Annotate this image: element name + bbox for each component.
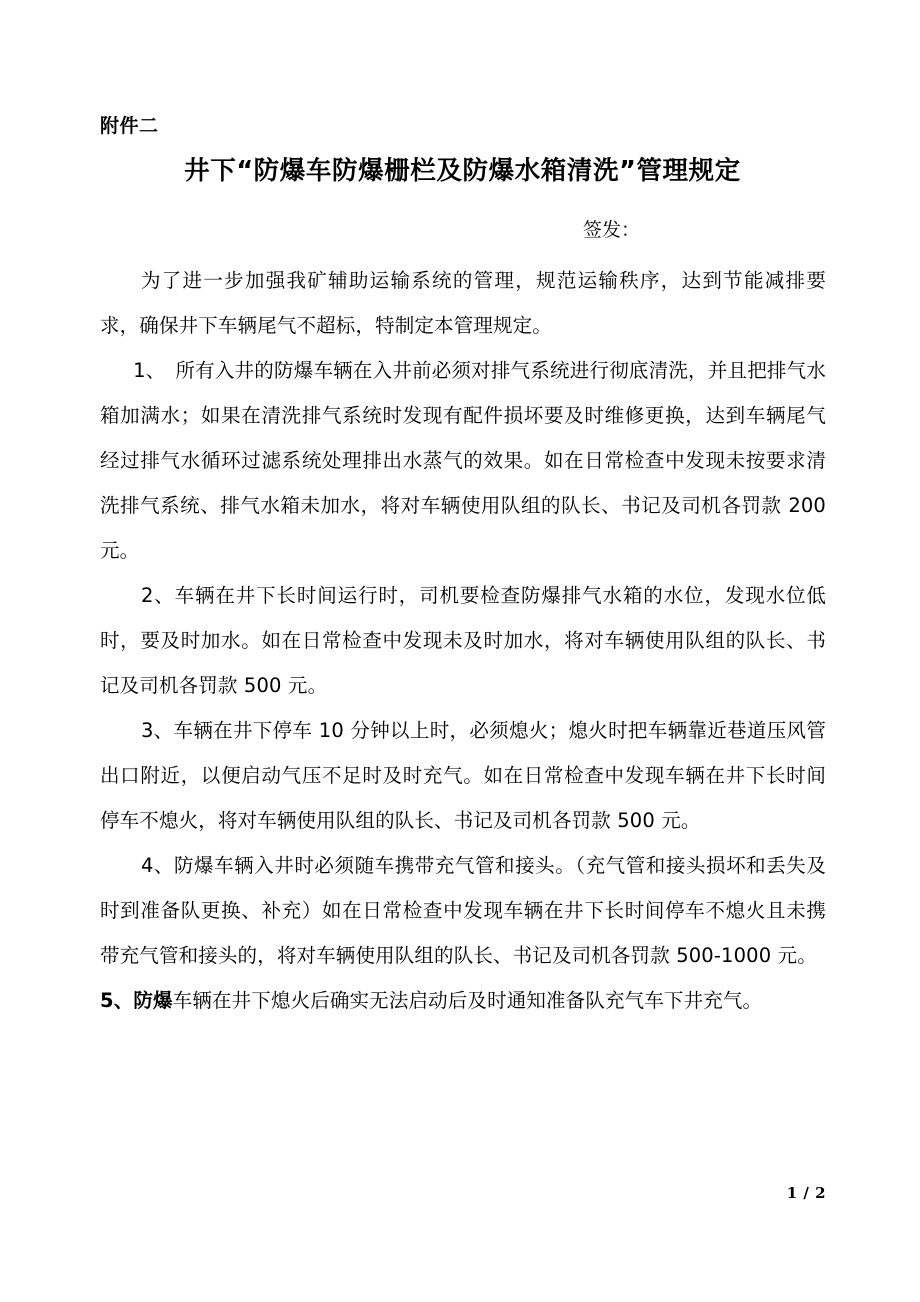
clause-paragraph-1: 1、 所有入井的防爆车辆在入井前必须对排气系统进行彻底清洗，并且把排气水箱加满水；如果在清洗排气系统时发现有配件损坏要及时维修更换，达到车辆尾气经过排气水循环过滤系统处理排出水蒸气的效果。如在日常检查中发现未按要求清洗排气系统、排气水箱未加水，将对车辆使用队组的队长、书记及司机各罚款 200 元。 bbox=[100, 359, 826, 562]
clause-paragraph-5 bbox=[100, 978, 826, 1023]
clause-5-lead: 5、防爆 bbox=[100, 989, 173, 1012]
document-body bbox=[100, 258, 826, 1023]
clause-5-rest: 车辆在井下熄火后确实无法启动后及时通知准备队充气车下井充气。 bbox=[172, 989, 763, 1012]
clause-paragraph-4: 4、防爆车辆入井时必须随车携带充气管和接头。（充气管和接头损坏和丢失及时到准备队更换、补充）如在日常检查中发现车辆在井下长时间停车不熄火且未携带充气管和接头的，将对车辆使用队组的队长、书记及司机各罚款 500-1000 元。 bbox=[100, 854, 826, 967]
clause-paragraph-2: 2、车辆在井下长时间运行时，司机要检查防爆排气水箱的水位，发现水位低时，要及时加水。如在日常检查中发现未及时加水，将对车辆使用队组的队长、书记及司机各罚款 500 元。 bbox=[100, 584, 826, 697]
preamble-paragraph: 为了进一步加强我矿辅助运输系统的管理，规范运输秩序，达到节能减排要求，确保井下车辆尾气不超标，特制定本管理规定。 bbox=[100, 269, 826, 337]
footer-page-number: 1 / 2 bbox=[786, 1184, 826, 1202]
signature-label: 签发： bbox=[582, 219, 640, 241]
clause-paragraph-3: 3、车辆在井下停车 10 分钟以上时，必须熄火；熄火时把车辆靠近巷道压风管出口附近，以便启动气压不足时及时充气。如在日常检查中发现车辆在井下长时间停车不熄火，将对车辆使用队组的队长、书记及司机各罚款 500 元。 bbox=[100, 719, 826, 832]
attachment-label: 附件二 bbox=[100, 115, 159, 137]
page-title: 井下“防爆车防爆栅栏及防爆水箱清洗”管理规定 bbox=[184, 156, 741, 186]
